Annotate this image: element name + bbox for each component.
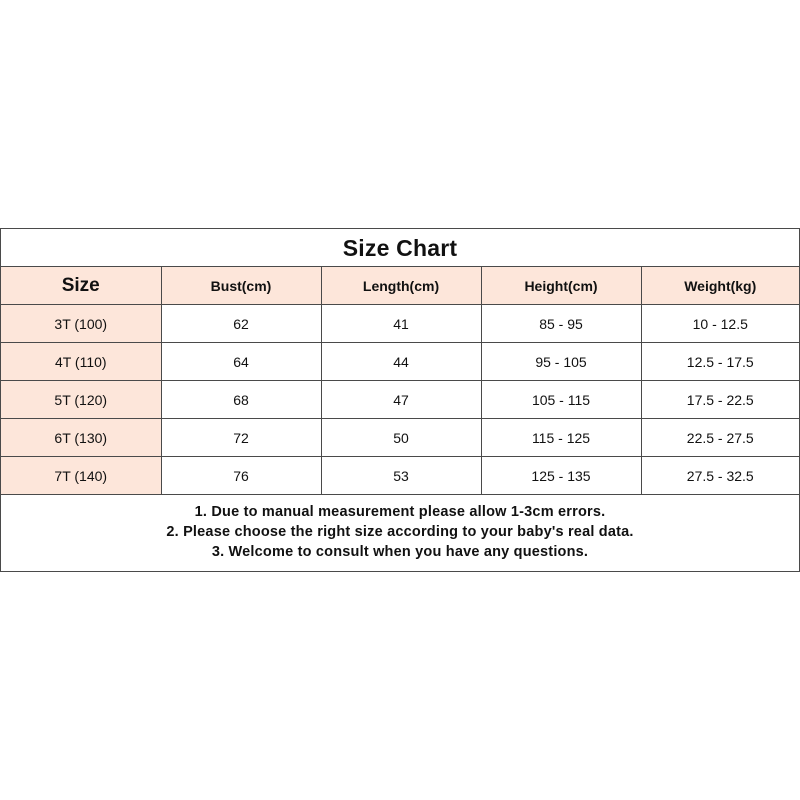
notes-section <box>1 495 799 571</box>
table-row <box>1 343 799 381</box>
size-chart <box>0 228 800 572</box>
bust-cell: 76 <box>161 457 321 495</box>
weight-cell: 12.5 - 17.5 <box>641 343 799 381</box>
size-cell: 6T (130) <box>1 419 161 457</box>
header-weight: Weight(kg) <box>641 267 799 305</box>
weight-cell: 22.5 - 27.5 <box>641 419 799 457</box>
length-cell: 44 <box>321 343 481 381</box>
chart-title: Size Chart <box>1 229 799 267</box>
weight-cell: 10 - 12.5 <box>641 305 799 343</box>
header-height: Height(cm) <box>481 267 641 305</box>
weight-cell: 17.5 - 22.5 <box>641 381 799 419</box>
table-row <box>1 305 799 343</box>
header-size: Size <box>1 267 161 305</box>
table-row <box>1 457 799 495</box>
size-cell: 5T (120) <box>1 381 161 419</box>
header-row <box>1 267 799 305</box>
length-cell: 50 <box>321 419 481 457</box>
size-cell: 3T (100) <box>1 305 161 343</box>
size-cell: 7T (140) <box>1 457 161 495</box>
bust-cell: 62 <box>161 305 321 343</box>
height-cell: 115 - 125 <box>481 419 641 457</box>
table-row <box>1 419 799 457</box>
height-cell: 95 - 105 <box>481 343 641 381</box>
length-cell: 41 <box>321 305 481 343</box>
height-cell: 125 - 135 <box>481 457 641 495</box>
length-cell: 47 <box>321 381 481 419</box>
note-line: 2. Please choose the right size according to your baby's real data. <box>166 524 634 540</box>
height-cell: 105 - 115 <box>481 381 641 419</box>
bust-cell: 68 <box>161 381 321 419</box>
note-line: 3. Welcome to consult when you have any questions. <box>211 544 589 560</box>
bust-cell: 64 <box>161 343 321 381</box>
table-row <box>1 381 799 419</box>
size-cell: 4T (110) <box>1 343 161 381</box>
bust-cell: 72 <box>161 419 321 457</box>
size-table <box>1 267 799 495</box>
length-cell: 53 <box>321 457 481 495</box>
header-bust: Bust(cm) <box>161 267 321 305</box>
note-line: 1. Due to manual measurement please allow 1-3cm errors. <box>194 504 606 520</box>
header-length: Length(cm) <box>321 267 481 305</box>
height-cell: 85 - 95 <box>481 305 641 343</box>
weight-cell: 27.5 - 32.5 <box>641 457 799 495</box>
